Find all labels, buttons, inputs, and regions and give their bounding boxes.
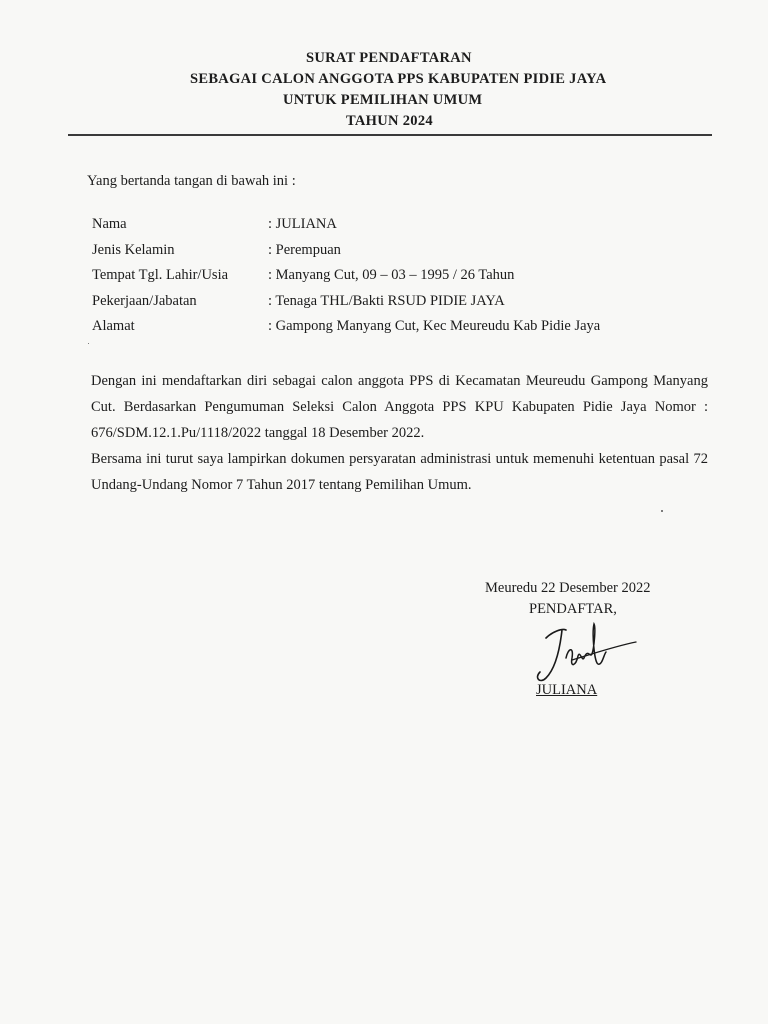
handwritten-signature xyxy=(532,618,642,688)
signer-role: PENDAFTAR, xyxy=(529,601,617,617)
body-paragraph-registration: Dengan ini mendaftarkan diri sebagai calon anggota PPS di Kecamatan Meureudu Gampong Manyang Cut. Berdasarkan Pengumuman Seleksi Calon Anggota PPS KPU Kabupaten Pidie Jaya Nomor : 676/SDM.12.1.Pu/1118/2022 tanggal 18 Desember 2022. xyxy=(91,373,708,441)
field-value: : Gampong Manyang Cut, Kec Meureudu Kab Pidie Jaya xyxy=(268,318,601,334)
field-label: Nama xyxy=(92,216,127,232)
paper-speck xyxy=(661,510,663,512)
place-date: Meuredu 22 Desember 2022 xyxy=(485,580,651,596)
field-label: Jenis Kelamin xyxy=(92,241,175,258)
paper-speck xyxy=(88,343,89,344)
letter-body xyxy=(91,368,708,498)
header-subtitle: SEBAGAI CALON ANGGOTA PPS KABUPATEN PIDIE JAYA xyxy=(190,71,607,87)
field-label: Alamat xyxy=(92,318,135,334)
header-title: SURAT PENDAFTARAN xyxy=(306,50,472,66)
field-value: : Perempuan xyxy=(268,241,341,258)
body-paragraph-attachments: Bersama ini turut saya lampirkan dokumen persyaratan administrasi untuk memenuhi ketentuan pasal 72 Undang-Undang Nomor 7 Tahun 2017 tentang Pemilihan Umum. xyxy=(91,451,708,493)
field-label: Tempat Tgl. Lahir/Usia xyxy=(92,267,229,283)
signer-name: JULIANA xyxy=(536,682,598,698)
header-year: TAHUN 2024 xyxy=(346,113,433,129)
field-value: : Tenaga THL/Bakti RSUD PIDIE JAYA xyxy=(268,292,505,309)
field-value: : JULIANA xyxy=(268,216,337,232)
field-value: : Manyang Cut, 09 – 03 – 1995 / 26 Tahun xyxy=(268,267,515,283)
intro-text: Yang bertanda tangan di bawah ini : xyxy=(87,173,296,189)
header-divider xyxy=(68,134,712,136)
header-election: UNTUK PEMILIHAN UMUM xyxy=(283,92,483,108)
field-label: Pekerjaan/Jabatan xyxy=(92,292,197,309)
